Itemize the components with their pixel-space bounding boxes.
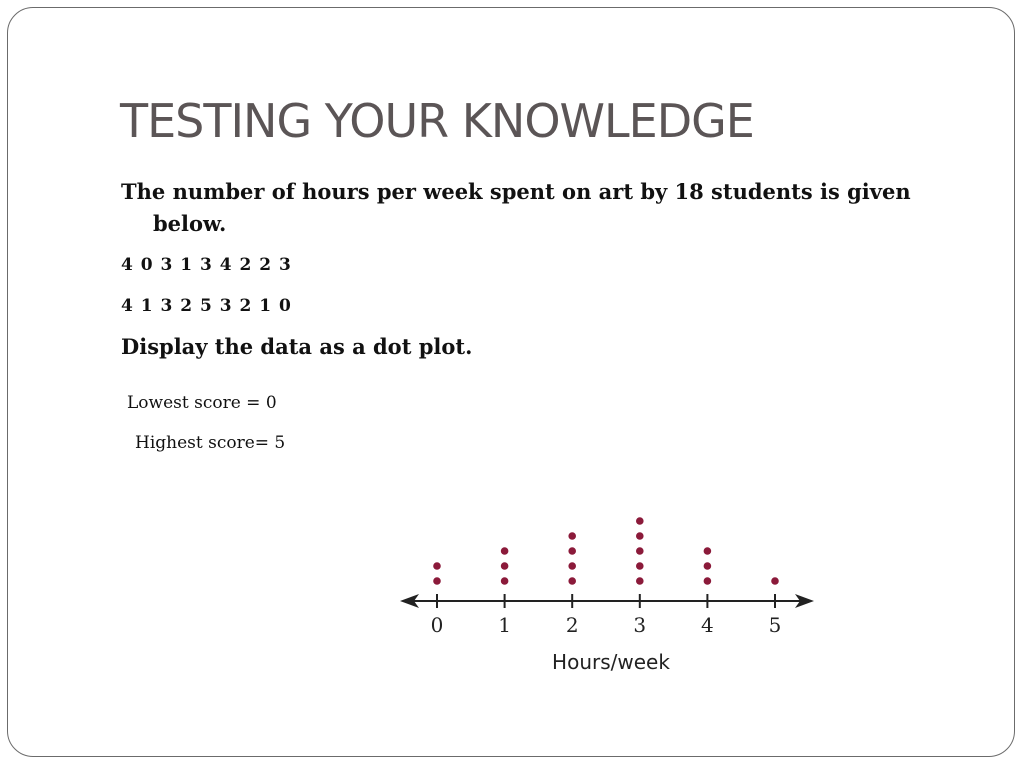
problem-intro: The number of hours per week spent on art by 18 students is given below. — [121, 179, 911, 236]
data-line-1: 4 0 3 1 3 4 2 2 3 — [121, 255, 292, 275]
tick-label: 4 — [701, 613, 714, 637]
data-dot — [501, 547, 509, 555]
tick-label: 0 — [430, 613, 444, 637]
data-dot — [636, 562, 644, 570]
data-dot — [568, 577, 576, 585]
tick-label: 2 — [565, 613, 579, 637]
data-dot — [704, 562, 712, 570]
data-dot — [433, 577, 441, 585]
data-dot — [433, 562, 441, 570]
data-dot — [704, 577, 712, 585]
data-dot — [501, 562, 509, 570]
x-axis-label: Hours/week — [552, 650, 670, 674]
problem-instruction: Display the data as a dot plot. — [121, 334, 473, 359]
data-dot — [636, 547, 644, 555]
data-dot — [501, 577, 509, 585]
data-dot — [568, 532, 576, 540]
dot-plot — [395, 505, 825, 680]
data-dot — [568, 547, 576, 555]
tick-label: 5 — [768, 613, 782, 637]
data-dot — [704, 547, 712, 555]
highest-score-note: Highest score= 5 — [135, 433, 286, 453]
data-dot — [636, 532, 644, 540]
data-dot — [771, 577, 779, 585]
tick-label: 3 — [633, 613, 647, 637]
data-dot — [568, 562, 576, 570]
tick-label: 1 — [498, 613, 511, 637]
data-dot — [636, 517, 644, 525]
dot-plot-svg — [395, 505, 825, 680]
data-dot — [636, 577, 644, 585]
data-line-2: 4 1 3 2 5 3 2 1 0 — [121, 296, 292, 316]
slide-title: TESTING YOUR KNOWLEDGE — [120, 94, 754, 148]
lowest-score-note: Lowest score = 0 — [127, 393, 277, 413]
slide-body — [121, 176, 941, 363]
